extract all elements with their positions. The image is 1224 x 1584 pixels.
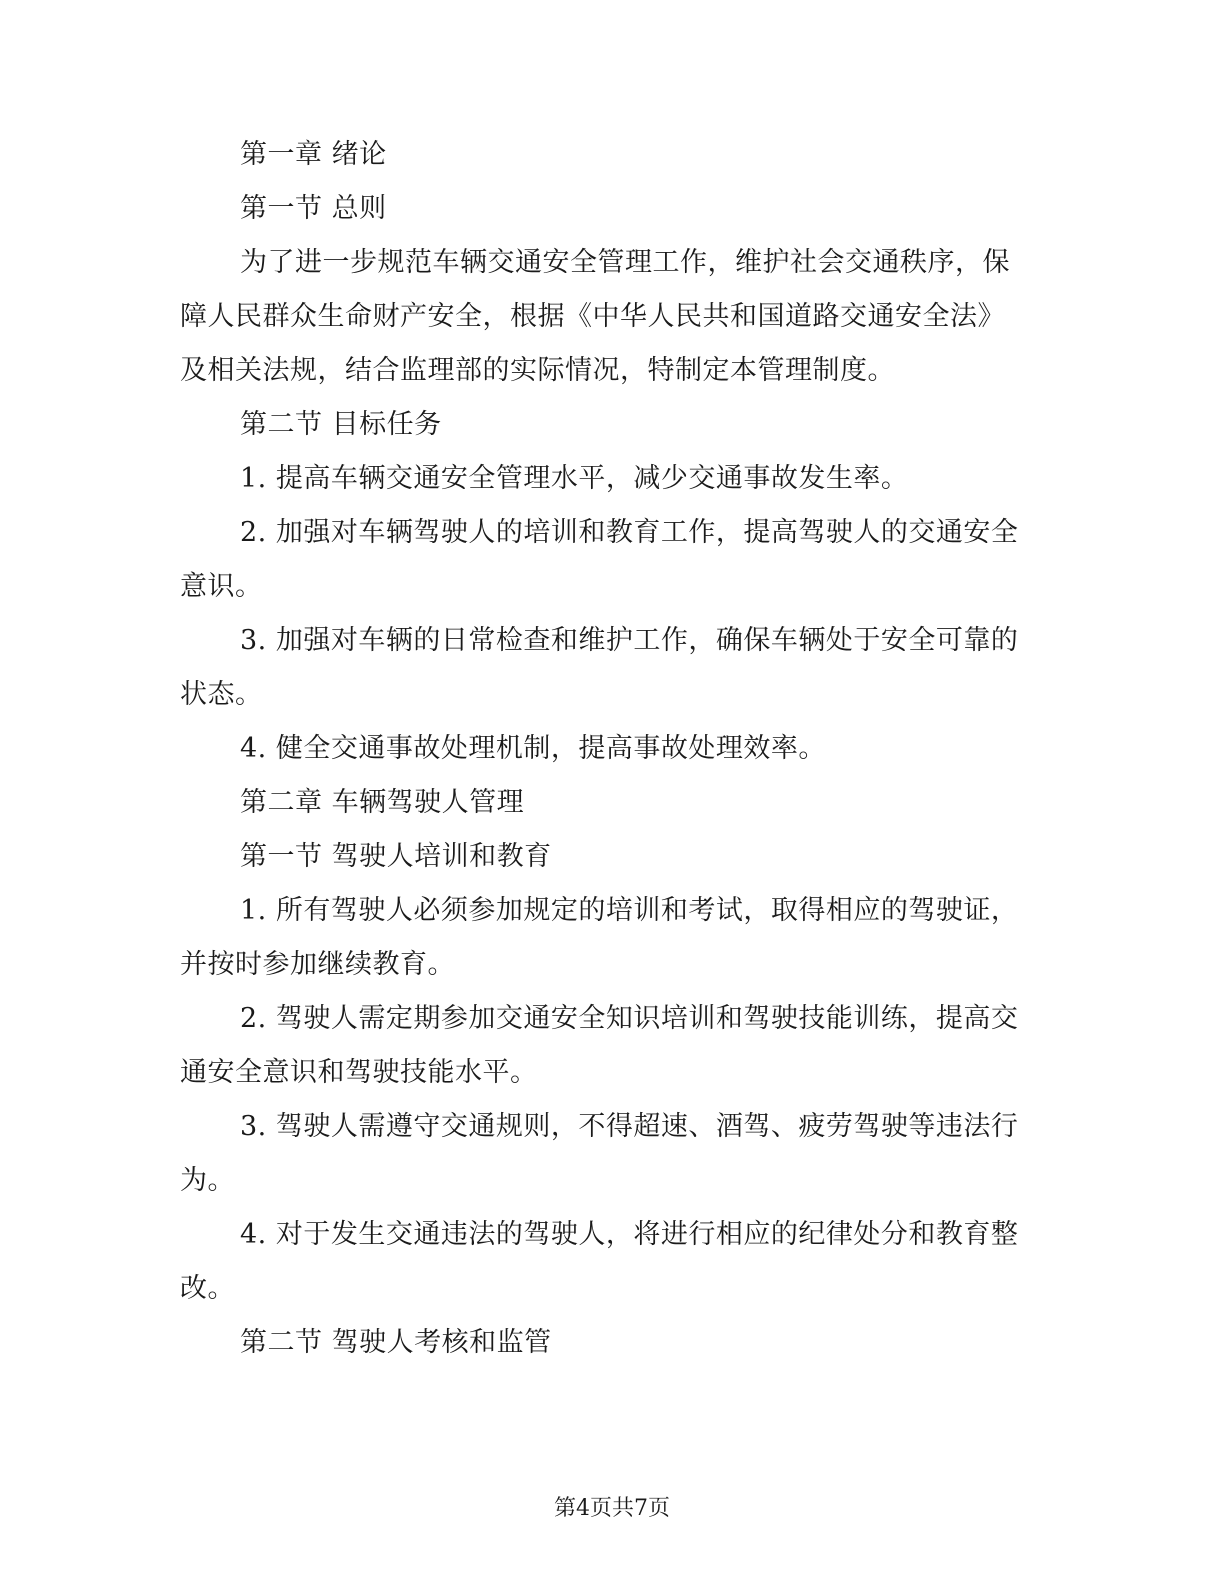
text-line: 及相关法规，结合监理部的实际情况，特制定本管理制度。 — [180, 355, 895, 386]
text-line: 第一节 驾驶人培训和教育 — [240, 841, 552, 872]
text-line: 意识。 — [180, 571, 263, 602]
text-line: 4. 对于发生交通违法的驾驶人，将进行相应的纪律处分和教育整 — [240, 1219, 1019, 1250]
text-line: 第二节 驾驶人考核和监管 — [240, 1327, 552, 1358]
text-line: 1. 所有驾驶人必须参加规定的培训和考试，取得相应的驾驶证， — [240, 895, 1019, 926]
text-line: 4. 健全交通事故处理机制，提高事故处理效率。 — [240, 733, 826, 764]
text-line: 为了进一步规范车辆交通安全管理工作，维护社会交通秩序，保 — [240, 247, 1010, 278]
text-line: 2. 驾驶人需定期参加交通安全知识培训和驾驶技能训练，提高交 — [240, 1003, 1019, 1034]
text-line: 第二章 车辆驾驶人管理 — [240, 787, 525, 818]
text-line: 并按时参加继续教育。 — [180, 949, 455, 980]
document-body — [180, 128, 1040, 1370]
page-footer: 第4页共7页 — [554, 1496, 670, 1521]
text-line: 为。 — [180, 1165, 235, 1196]
text-line: 2. 加强对车辆驾驶人的培训和教育工作，提高驾驶人的交通安全 — [240, 517, 1019, 548]
text-line: 第二节 目标任务 — [240, 409, 442, 440]
text-line: 改。 — [180, 1273, 235, 1304]
text-line: 3. 加强对车辆的日常检查和维护工作，确保车辆处于安全可靠的 — [240, 625, 1019, 656]
text-line: 障人民群众生命财产安全，根据《中华人民共和国道路交通安全法》 — [180, 301, 1005, 332]
text-line: 第一节 总则 — [240, 193, 387, 224]
text-line: 1. 提高车辆交通安全管理水平，减少交通事故发生率。 — [240, 463, 909, 494]
text-line: 第一章 绪论 — [240, 139, 387, 170]
text-line: 状态。 — [180, 679, 263, 710]
text-line: 3. 驾驶人需遵守交通规则，不得超速、酒驾、疲劳驾驶等违法行 — [240, 1111, 1019, 1142]
text-line: 通安全意识和驾驶技能水平。 — [180, 1057, 538, 1088]
